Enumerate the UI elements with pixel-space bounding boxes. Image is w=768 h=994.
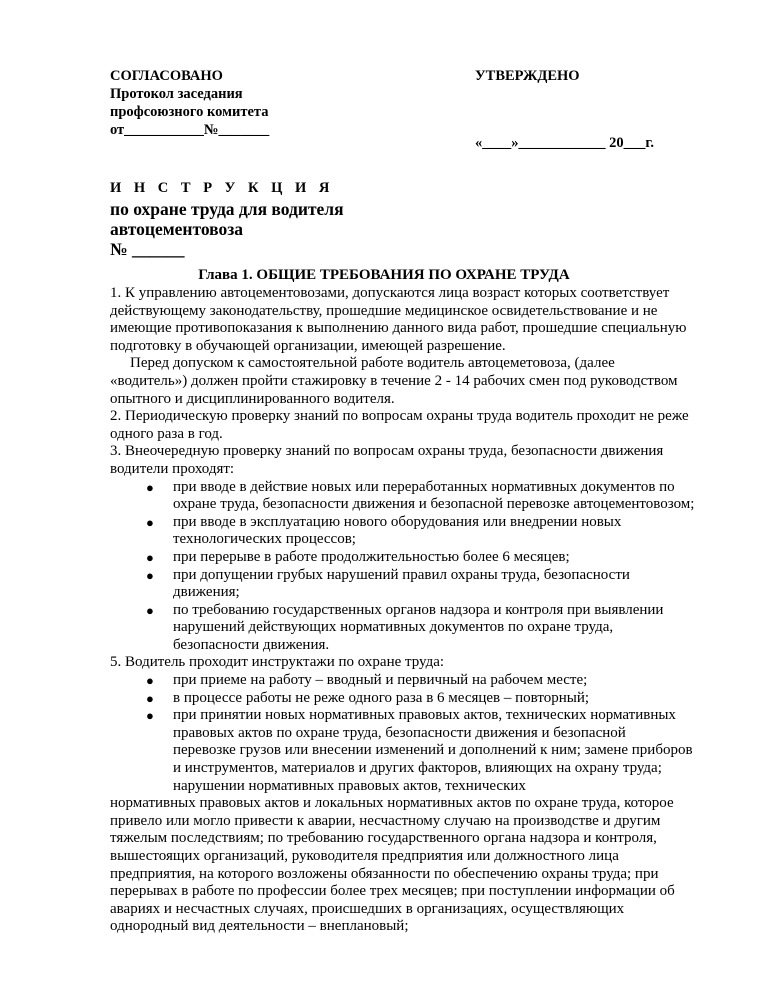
para-3-line: водители проходят: bbox=[110, 460, 235, 477]
list-item-line: безопасности движения. bbox=[173, 636, 330, 653]
list-item-line: движения; bbox=[173, 584, 240, 601]
list-item-line: при перерыве в работе продолжительностью более 6 месяцев; bbox=[173, 548, 570, 565]
approval-block-left bbox=[110, 67, 269, 139]
bullet-icon: ● bbox=[146, 708, 154, 724]
chapter-title: Глава 1. ОБЩИЕ ТРЕБОВАНИЯ ПО ОХРАНЕ ТРУДА bbox=[198, 267, 570, 283]
para-1b-line: опытного и дисциплинированного водителя. bbox=[110, 390, 395, 407]
para-5-line: 5. Водитель проходит инструктажи по охране труда: bbox=[110, 654, 445, 671]
doc-title-line1: по охране труда для водителя bbox=[110, 199, 344, 219]
para-5-cont-line: однородный вид деятельности – внеплановый; bbox=[110, 918, 409, 935]
list-item-line: в процессе работы не реже одного раза в 6 месяцев – повторный; bbox=[173, 689, 590, 706]
list-item-line: при допущении грубых нарушений правил охраны труда, безопасности bbox=[173, 566, 630, 583]
para-1-line: имеющие противопоказания к выполнению данного вида работ, прошедшие специальную bbox=[110, 320, 687, 337]
approved-date: «____»____________ 20___г. bbox=[475, 135, 654, 151]
para-5-cont-line: перерывах в работе по профессии более трех месяцев; при поступлении информации об bbox=[110, 883, 675, 900]
list-item bbox=[110, 707, 720, 795]
list-item-line: при вводе в действие новых или переработанных нормативных документов по bbox=[173, 478, 675, 495]
doc-title-spaced: И Н С Т Р У К Ц И Я bbox=[110, 180, 334, 196]
bullet-icon: ● bbox=[146, 690, 154, 706]
list-item-line: нарушений действующих нормативных документов по охране труда, bbox=[173, 619, 614, 636]
bullet-icon: ● bbox=[146, 514, 154, 530]
para-2-line: 2. Периодическую проверку знаний по вопросам охраны труда водитель проходит не реже bbox=[110, 408, 689, 425]
bullet-icon: ● bbox=[146, 673, 154, 689]
para-5-cont-line: привело или могло привести к аварии, несчастному случаю на производстве и другим bbox=[110, 812, 661, 829]
para-1b-line: Перед допуском к самостоятельной работе водитель автоцеметовоза, (далее bbox=[130, 355, 615, 372]
approved-label: УТВЕРЖДЕНО bbox=[475, 68, 580, 84]
bullet-icon: ● bbox=[146, 549, 154, 565]
list-item-line: перевозке грузов или внесении изменений и дополнений к ним; замене приборов bbox=[173, 742, 693, 759]
para-5-cont-line: авариях и несчастных случаях, происшедших в организациях, осуществляющих bbox=[110, 900, 625, 917]
protocol-date-number: от___________№_______ bbox=[110, 122, 270, 138]
para-1-line: действующему законодательству, прошедшие медицинское освидетельствование и не bbox=[110, 302, 658, 319]
bullet-icon: ● bbox=[146, 602, 154, 618]
para-5-cont-line: предприятия, на которого возложены обязанности по обеспечению охраны труда; при bbox=[110, 865, 659, 882]
para-2-line: одного раза в год. bbox=[110, 425, 223, 442]
list-item bbox=[110, 602, 720, 655]
list-item-line: по требованию государственных органов надзора и контроля при выявлении bbox=[173, 601, 664, 618]
list-item bbox=[110, 690, 720, 708]
bullet-icon: ● bbox=[146, 479, 154, 495]
list-item-line: при вводе в эксплуатацию нового оборудования или внедрении новых bbox=[173, 513, 622, 530]
committee-label: профсоюзного комитета bbox=[110, 104, 269, 120]
para-5-cont-line: тяжелым последствиям; по требованию государственного органа надзора и контроля, bbox=[110, 830, 657, 847]
list-item-line: охране труда, безопасности движения и безопасной перевозке автоцементовозом; bbox=[173, 496, 695, 513]
doc-number: № ______ bbox=[110, 239, 185, 259]
list-item bbox=[110, 567, 720, 602]
list-item-line: технологических процессов; bbox=[173, 531, 356, 548]
list-item bbox=[110, 549, 720, 567]
list-item-line: нарушении нормативных правовых актов, технических bbox=[173, 777, 526, 794]
para-1-line: 1. К управлению автоцементовозами, допускаются лица возраст которых соответствует bbox=[110, 285, 670, 301]
protocol-label: Протокол заседания bbox=[110, 86, 243, 102]
list-item-line: при принятии новых нормативных правовых актов, технических нормативных bbox=[173, 707, 676, 724]
list-item-line: правовых актов по охране труда, безопасности движения и безопасной bbox=[173, 724, 626, 741]
list-item-line: при приеме на работу – вводный и первичный на рабочем месте; bbox=[173, 672, 588, 689]
para-5-cont-line: нормативных правовых актов и локальных нормативных актов по охране труда, которое bbox=[110, 795, 674, 812]
list-item-line: и инструментов, материалов и других факторов, влияющих на охрану труда; bbox=[173, 760, 662, 777]
para-3-line: 3. Внеочередную проверку знаний по вопросам охраны труда, безопасности движения bbox=[110, 443, 664, 460]
list-item bbox=[110, 672, 720, 690]
para-1b-line: «водитель») должен пройти стажировку в течение 2 - 14 рабочих смен под руководством bbox=[110, 372, 678, 389]
doc-title-line2: автоцементовоза bbox=[110, 219, 244, 239]
para-1-line: подготовку в обучающей организации, имеющей разрешение. bbox=[110, 337, 506, 354]
body-text bbox=[110, 285, 720, 936]
agreed-label: СОГЛАСОВАНО bbox=[110, 68, 223, 84]
para-5-cont-line: вышестоящих организаций, руководителя предприятия или должностного лица bbox=[110, 848, 619, 864]
bullet-list-2 bbox=[110, 672, 720, 795]
list-item bbox=[110, 479, 720, 514]
bullet-list-1 bbox=[110, 479, 720, 655]
list-item bbox=[110, 514, 720, 549]
bullet-icon: ● bbox=[146, 567, 154, 583]
